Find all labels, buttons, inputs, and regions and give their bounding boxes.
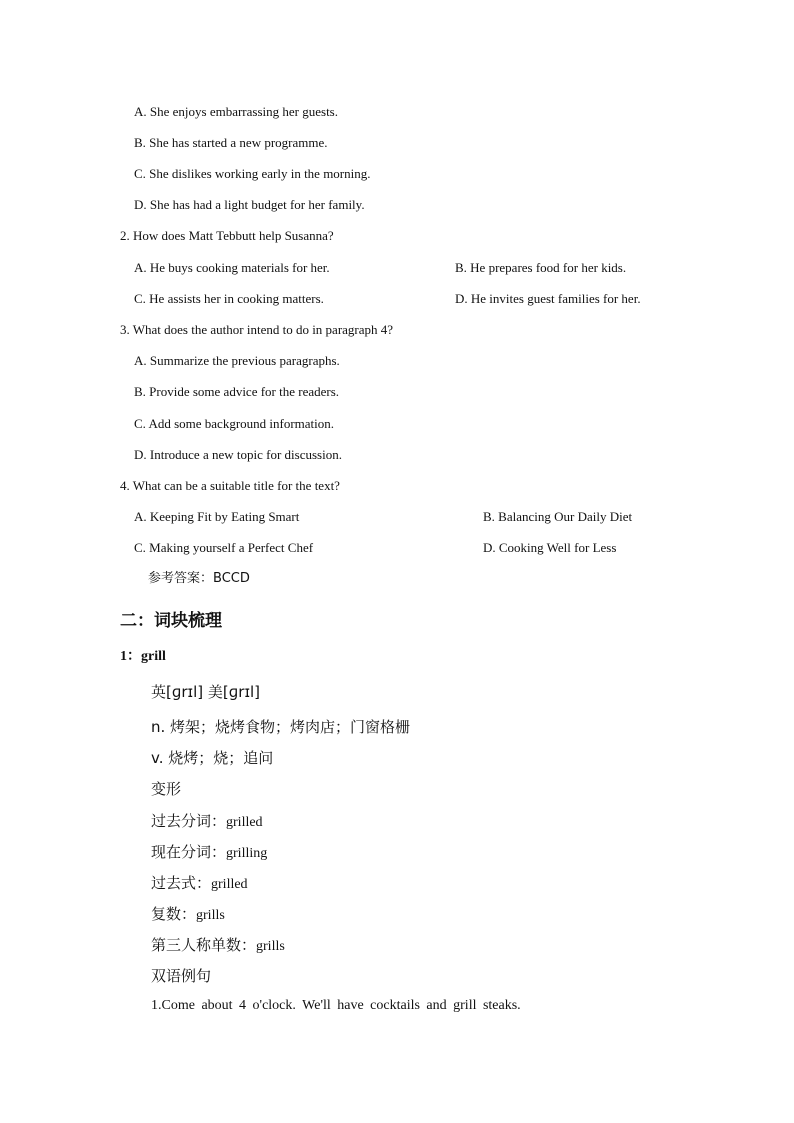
past-participle-row <box>151 810 263 831</box>
q4-question: 4. What can be a suitable title for the text? <box>120 478 340 493</box>
section-title: 二：词块梳理 <box>120 611 222 631</box>
q1-option-a: A. She enjoys embarrassing her guests. <box>134 104 338 119</box>
q2-option-b: B. He prepares food for her kids. <box>455 260 627 275</box>
q2-option-d: D. He invites guest families for her. <box>455 291 641 306</box>
present-participle-value: grilling <box>226 846 268 861</box>
q4-option-c: C. Making yourself a Perfect Chef <box>134 540 314 555</box>
past-participle-label: 过去分词： <box>151 812 227 830</box>
q4-option-a: A. Keeping Fit by Eating Smart <box>134 509 300 524</box>
plural-label: 复数： <box>151 905 197 923</box>
q1-option-d: D. She has had a light budget for her family. <box>134 197 365 212</box>
q3-option-c: C. Add some background information. <box>134 416 335 431</box>
q2-option-a: A. He buys cooking materials for her. <box>134 260 330 275</box>
q1-option-c: C. She dislikes working early in the morning. <box>134 166 371 181</box>
q3-question: 3. What does the author intend to do in paragraph 4? <box>120 322 394 337</box>
answer-key: 参考答案：BCCD <box>148 571 250 586</box>
q3-option-d: D. Introduce a new topic for discussion. <box>134 447 342 462</box>
plural-value: grills <box>196 908 225 923</box>
past-participle-value: grilled <box>226 815 263 830</box>
examples-label: 双语例句 <box>151 967 212 985</box>
past-tense-label: 过去式： <box>151 874 212 892</box>
present-participle-row <box>151 841 267 862</box>
plural-row <box>151 903 225 924</box>
present-participle-label: 现在分词： <box>151 843 227 861</box>
q1-option-b: B. She has started a new programme. <box>134 135 328 150</box>
third-person-label: 第三人称单数： <box>151 936 257 954</box>
noun-definition: n. 烤架；烧烤食物；烤肉店；门窗格栅 <box>151 718 411 736</box>
q3-option-b: B. Provide some advice for the readers. <box>134 384 340 399</box>
third-person-row <box>151 934 285 955</box>
q2-option-c: C. He assists her in cooking matters. <box>134 291 324 306</box>
q4-option-d: D. Cooking Well for Less <box>483 540 617 555</box>
past-tense-row <box>151 872 248 893</box>
example-sentence-1: 1.Come about 4 o'clock. We'll have cocktails and grill steaks. <box>151 998 521 1013</box>
verb-definition: v. 烧烤；烧；追问 <box>151 749 274 767</box>
q4-option-b: B. Balancing Our Daily Diet <box>483 509 633 524</box>
forms-label: 变形 <box>151 780 182 798</box>
pronunciation: 英[ɡrɪl] 美[ɡrɪl] <box>151 683 261 701</box>
past-tense-value: grilled <box>211 877 248 892</box>
q2-question: 2. How does Matt Tebbutt help Susanna? <box>120 228 334 243</box>
third-person-value: grills <box>256 939 285 954</box>
word-heading: 1：grill <box>120 649 166 664</box>
q3-option-a: A. Summarize the previous paragraphs. <box>134 353 340 368</box>
